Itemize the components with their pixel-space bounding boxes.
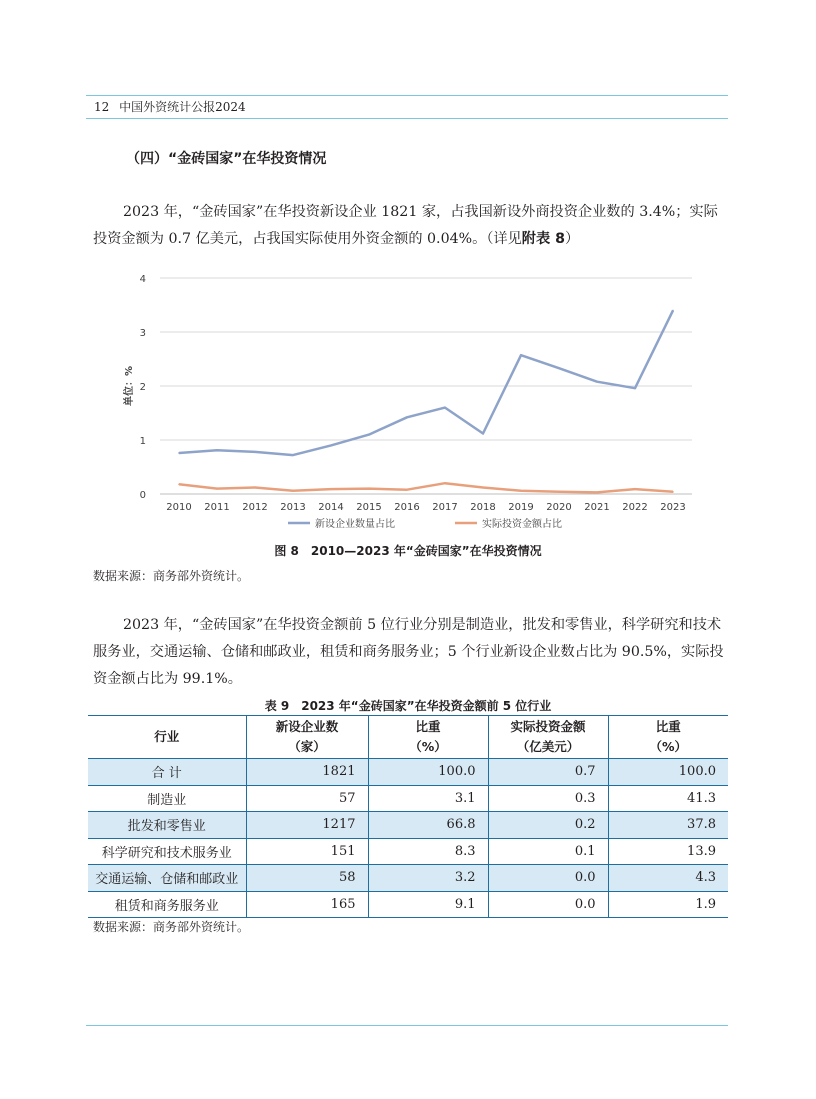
x-tick-label: 2016 [394,502,420,513]
cell-share-1: 3.1 [368,785,488,812]
data-point [368,488,370,490]
data-point [558,491,560,493]
cell-new-enterprises: 57 [246,785,368,812]
x-tick-label: 2012 [242,502,268,513]
data-point [292,490,294,492]
table-row [88,865,728,892]
data-point [596,381,598,383]
data-point [292,454,294,456]
x-tick-label: 2023 [660,502,686,513]
data-point [672,310,674,312]
cell-industry: 批发和零售业 [88,812,246,839]
header-new-enterprises-unit: （家） [288,739,326,754]
data-point [368,434,370,436]
cell-investment: 0.0 [488,865,608,892]
x-tick-label: 2021 [584,502,610,513]
data-point [406,489,408,491]
paragraph-1-tail: ） [564,231,580,247]
table-row [88,785,728,812]
cell-industry: 合 计 [88,759,246,786]
y-tick-label: 1 [139,436,146,447]
x-tick-label: 2014 [318,502,344,513]
x-tick-label: 2022 [622,502,648,513]
legend-label: 新设企业数量占比 [315,519,395,530]
data-point [406,417,408,419]
header-share-2-unit: （%） [649,739,688,754]
table-row [88,812,728,839]
header-rule-bottom [86,118,728,119]
cell-share-1: 100.0 [368,759,488,786]
cell-new-enterprises: 1821 [246,759,368,786]
cell-share-2: 37.8 [608,812,728,839]
data-point [482,433,484,435]
cell-share-2: 13.9 [608,838,728,865]
cell-share-2: 4.3 [608,865,728,892]
cell-industry: 制造业 [88,785,246,812]
paragraph-1-text: 2023 年，“金砖国家”在华投资新设企业 1821 家，占我国新设外商投资企业数的 3.4%；实际投资金额为 0.7 亿美元，占我国实际使用外资金额的 0.04%。（详见 [93,204,718,247]
data-point [482,487,484,489]
cell-new-enterprises: 58 [246,865,368,892]
page-number: 12 [94,100,110,114]
header-industry-label: 行业 [154,729,180,744]
data-point [596,492,598,494]
data-point [216,488,218,490]
header-rule-top [86,95,728,96]
header-share-1-unit: （%） [409,739,447,754]
data-point [216,449,218,451]
appendix-reference: 附表 8 [521,231,565,247]
cell-investment: 0.3 [488,785,608,812]
cell-investment: 0.7 [488,759,608,786]
x-tick-label: 2018 [470,502,496,513]
data-point [634,387,636,389]
cell-investment: 0.0 [488,891,608,918]
cell-share-2: 41.3 [608,785,728,812]
cell-share-2: 1.9 [608,891,728,918]
data-point [330,445,332,447]
table-caption: 表 9 2023 年“金砖国家”在华投资金额前 5 位行业 [264,699,552,713]
x-tick-label: 2013 [280,502,306,513]
cell-new-enterprises: 151 [246,838,368,865]
footer-rule [86,1025,728,1026]
paragraph-2: 2023 年，“金砖国家”在华投资金额前 5 位行业分别是制造业，批发和零售业，科学研究和技术服务业，交通运输、仓储和邮政业，租赁和商务服务业；5 个行业新设企业数占比为 90.5%，实际投资金额占比为 99.1%。 [93,617,724,687]
series-line-2 [179,483,673,492]
y-tick-label: 2 [139,382,146,393]
cell-share-1: 3.2 [368,865,488,892]
data-point [672,491,674,493]
cell-industry: 租赁和商务服务业 [88,891,246,918]
data-point [330,488,332,490]
table-row [88,891,728,918]
section-title: （四）“金砖国家”在华投资情况 [126,151,327,167]
page-header [94,100,252,114]
data-point [254,451,256,453]
cell-new-enterprises: 1217 [246,812,368,839]
data-point [254,487,256,489]
cell-new-enterprises: 165 [246,891,368,918]
cell-industry: 交通运输、仓储和邮政业 [88,865,246,892]
header-investment [488,716,608,759]
table-row-total [88,759,728,786]
data-point [558,367,560,369]
cell-share-2: 100.0 [608,759,728,786]
x-tick-label: 2019 [508,502,534,513]
header-investment-unit: （亿美元） [516,739,580,754]
data-point [444,482,446,484]
header-share-1 [368,716,488,759]
header-share-1-label: 比重 [415,719,441,734]
x-tick-label: 2011 [204,502,230,513]
line-chart [110,266,710,541]
x-tick-label: 2010 [166,502,192,513]
y-tick-label: 3 [139,328,146,339]
cell-share-1: 9.1 [368,891,488,918]
data-point [634,488,636,490]
header-investment-label: 实际投资金额 [510,719,586,734]
table-source: 数据来源：商务部外资统计。 [93,920,250,934]
cell-investment: 0.2 [488,812,608,839]
x-tick-label: 2017 [432,502,458,513]
data-point [520,354,522,356]
x-tick-label: 2015 [356,502,382,513]
data-point [178,483,180,485]
cell-investment: 0.1 [488,838,608,865]
x-tick-label: 2020 [546,502,572,513]
table-row [88,838,728,865]
cell-industry: 科学研究和技术服务业 [88,838,246,865]
table-header-row [88,716,728,759]
data-point [520,490,522,492]
header-share-2-label: 比重 [655,719,681,734]
publication-title: 中国外资统计公报2024 [119,100,246,114]
header-share-2 [608,716,728,759]
cell-share-1: 66.8 [368,812,488,839]
legend-label: 实际投资金额占比 [482,519,562,530]
header-new-enterprises-label: 新设企业数 [275,719,339,734]
header-new-enterprises [246,716,368,759]
figure-source: 数据来源：商务部外资统计。 [93,569,250,583]
header-industry [88,716,246,759]
y-tick-label: 0 [139,490,146,501]
figure-caption: 图 8 2010—2023 年“金砖国家”在华投资情况 [274,544,542,558]
paragraph-1 [93,199,725,253]
data-point [444,407,446,409]
industry-table [88,715,728,918]
y-axis-label: 单位：% [124,365,135,407]
y-tick-label: 4 [139,274,146,285]
chart-svg [110,266,710,541]
data-point [178,452,180,454]
cell-share-1: 8.3 [368,838,488,865]
